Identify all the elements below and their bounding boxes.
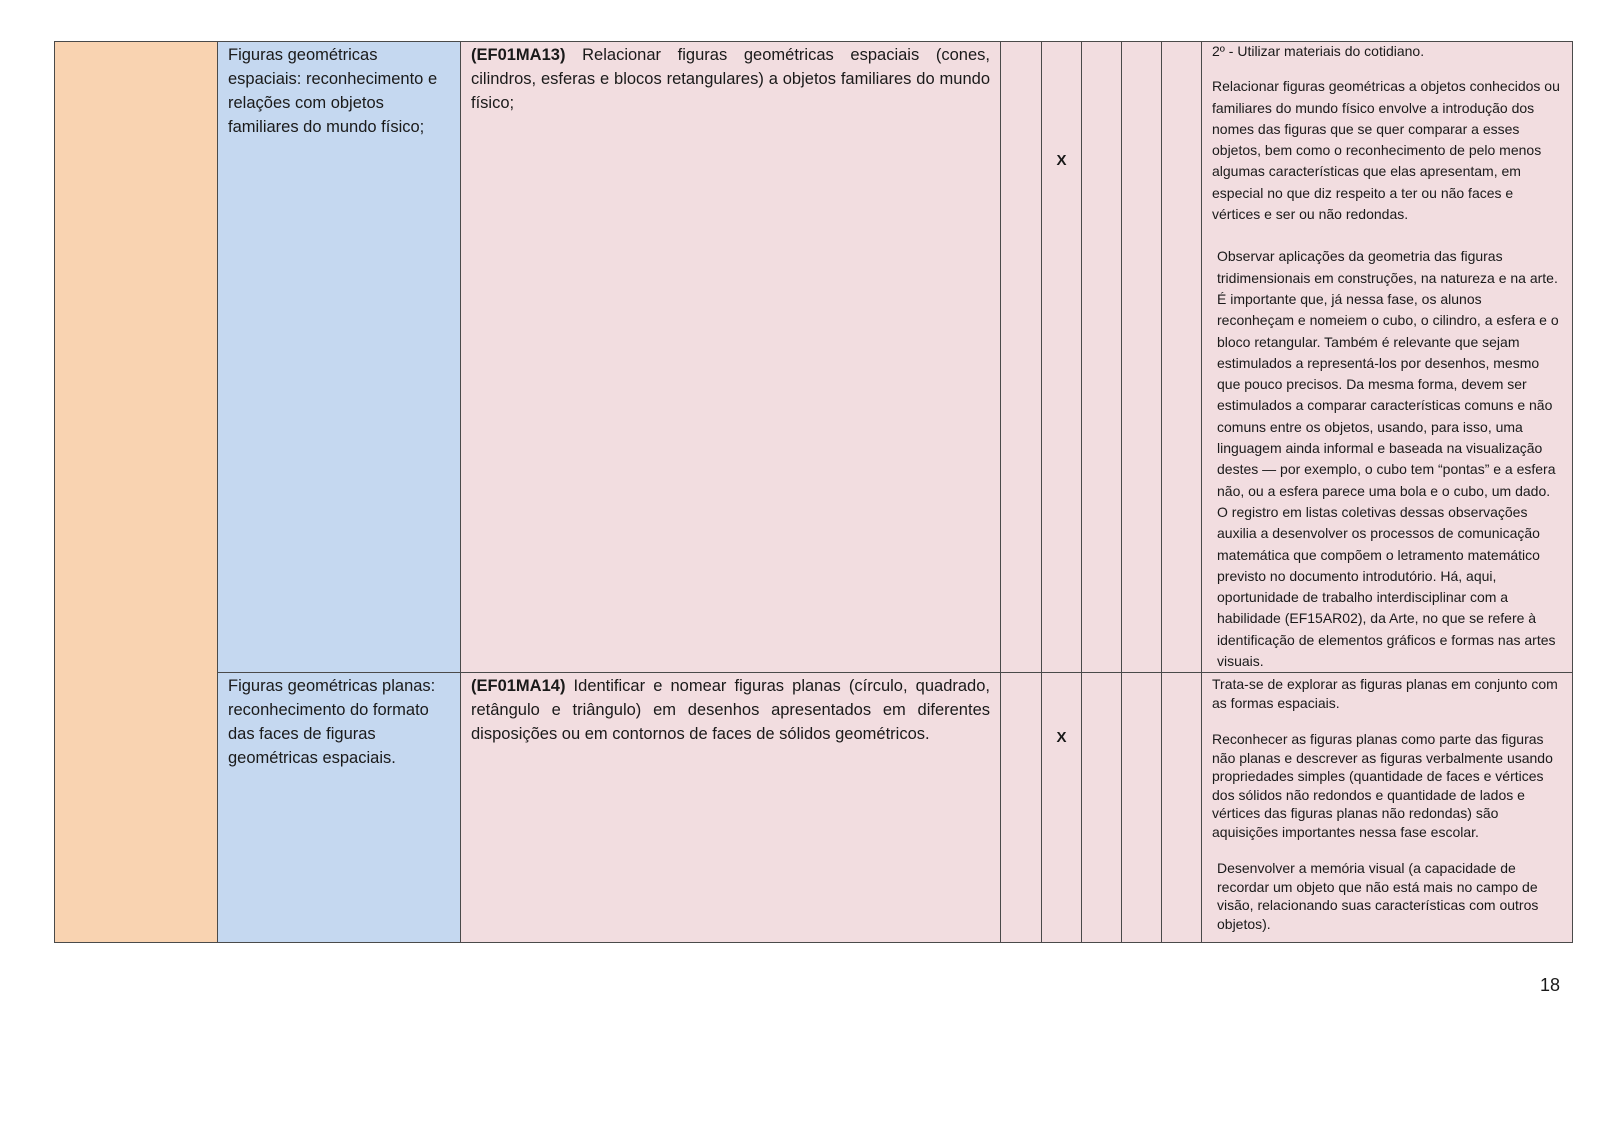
comment-paragraph: Observar aplicações da geometria das figuras tridimensionais em construções, na natureza e na arte. É importante que, já nessa fase, os alunos reconheçam e nomeiem o cubo, o cilindro, a esfera e o bloco retangular. Também é relevante que sejam estimulados a representá-los por desenhos, mesmo que pouco precisos. Da mesma forma, devem ser estimulados a comparar características comuns e não comuns entre os objetos, usando, para isso, uma linguagem ainda informal e baseada na visualização destes — por exemplo, o cubo tem “pontas” e a esfera não, ou a esfera parece uma bola e o cubo, um dado. O registro em listas coletivas dessas observações auxilia a desenvolver os processos de comunicação matemática que compõem o letramento matemático previsto no documento introdutório. Há, aqui, oportunidade de trabalho interdisciplinar com a habilidade (EF15AR02), da Arte, no que se refere à identificação de elementos gráficos e formas nas artes visuais.	[1217, 248, 1559, 670]
bimester-cell	[1001, 673, 1042, 943]
page-number: 18	[1539, 975, 1560, 995]
skill-text	[461, 42, 1000, 115]
bimester-cell	[1082, 673, 1122, 943]
skill-cell	[461, 42, 1001, 673]
bimester-cell	[1001, 42, 1042, 673]
knowledge-area-cell	[55, 42, 218, 943]
comment-paragraph: Relacionar figuras geométricas a objetos conhecidos ou familiares do mundo físico envolve a introdução dos nomes das figuras que se quer comparar a esses objetos, bem como o reconhecimento de pelo menos algumas características que elas apresentam, em especial no que diz respeito a ter ou não faces e vértices e ser ou não redondas.	[1212, 78, 1560, 223]
comment-text	[1202, 41, 1572, 672]
comment-cell	[1202, 42, 1573, 673]
skill-description: Relacionar figuras geométricas espaciais (cones, cilindros, esferas e blocos retangulares) a objetos familiares do mundo físico;	[471, 46, 990, 112]
bimester-cell	[1162, 42, 1202, 673]
table-row	[55, 673, 1573, 943]
bimester-cell	[1122, 673, 1162, 943]
comment-paragraph: Trata-se de explorar as figuras planas em conjunto com as formas espaciais.	[1212, 676, 1558, 711]
knowledge-object-text: Figuras geométricas planas: reconhecimento do formato das faces de figuras geométricas espaciais.	[228, 677, 436, 768]
skill-text	[461, 673, 1000, 746]
knowledge-object-cell	[218, 42, 461, 673]
comment-text	[1202, 675, 1572, 933]
knowledge-object-text: Figuras geométricas espaciais: reconhecimento e relações com objetos familiares do mundo físico;	[228, 46, 438, 136]
comment-cell	[1202, 673, 1573, 943]
curriculum-table	[54, 41, 1573, 943]
check-mark: X	[1056, 152, 1067, 169]
skill-description: Identificar e nomear figuras planas (círculo, quadrado, retângulo e triângulo) em desenhos apresentados em diferentes disposições ou em contornos de faces de sólidos geométricos.	[471, 677, 990, 744]
knowledge-object-cell	[218, 673, 461, 943]
bimester-cell	[1122, 42, 1162, 673]
skill-cell	[461, 673, 1001, 943]
skill-code: (EF01MA14)	[471, 677, 566, 696]
skill-code: (EF01MA13)	[471, 46, 566, 64]
comment-paragraph: Reconhecer as figuras planas como parte das figuras não planas e descrever as figuras verbalmente usando propriedades simples (quantidade de faces e vértices dos sólidos não redondos e quantidade de lados e vértices das figuras planas não redondas) são aquisições importantes nessa fase escolar.	[1212, 731, 1553, 840]
bimester-cell	[1162, 673, 1202, 943]
check-mark: X	[1056, 729, 1067, 747]
bimester-cell-marked	[1042, 42, 1082, 673]
table-row	[55, 42, 1573, 673]
bimester-cell	[1082, 42, 1122, 673]
comment-paragraph: 2º - Utilizar materiais do cotidiano.	[1212, 43, 1425, 59]
bimester-cell-marked	[1042, 673, 1082, 943]
comment-paragraph: Desenvolver a memória visual (a capacidade de recordar um objeto que não está mais no campo de visão, relacionando suas características com outros objetos).	[1217, 860, 1539, 932]
